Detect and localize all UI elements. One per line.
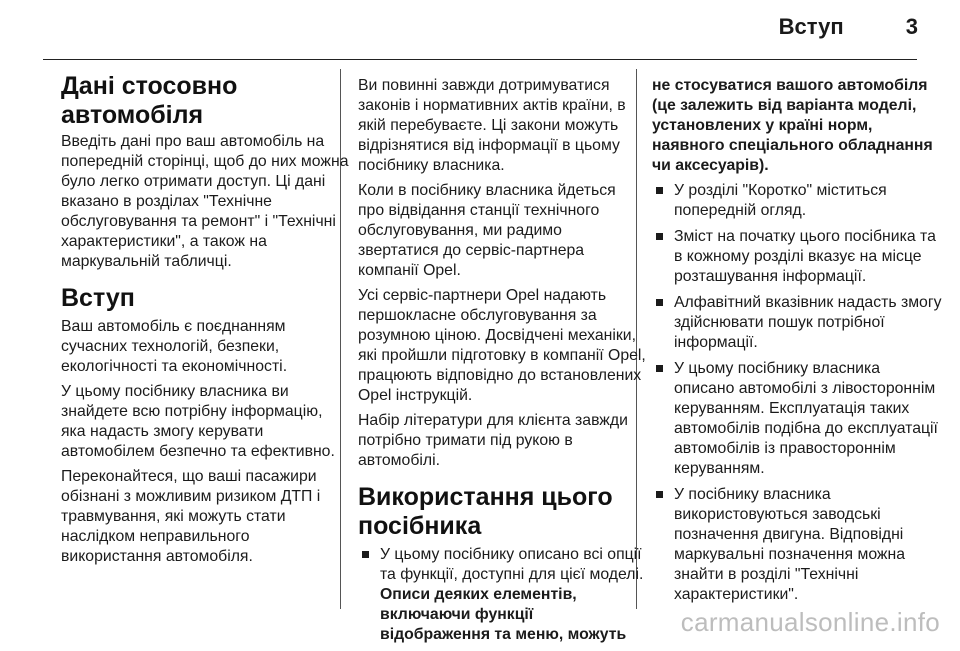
column-right bbox=[652, 76, 944, 611]
watermark: carmanualsonline.info bbox=[680, 607, 940, 637]
section-title: Вступ bbox=[778, 14, 844, 39]
list-item-text: У цьому посібнику описано всі опції та функції, доступні для цієї моделі. bbox=[380, 546, 644, 583]
bullet-square-icon bbox=[362, 551, 369, 558]
header-rule bbox=[43, 59, 917, 60]
list-item-text: У посібнику власника використовуються заводські позначення двигуна. Відповідні маркувальні позначення можна знайти в розділі "Технічні характеристики". bbox=[674, 486, 906, 603]
list-item-text: Зміст на початку цього посібника та в кожному розділі вказує на місце розташування інформації. bbox=[674, 228, 936, 285]
page-number: 3 bbox=[905, 14, 918, 39]
list-item bbox=[652, 485, 944, 605]
list-item-text: У цьому посібнику власника описано автомобілі з лівостороннім керуванням. Експлуатація таких автомобілів подібна до експлуатації автомобілів із правостороннім керуванням. bbox=[674, 360, 938, 477]
list-item-text: Алфавітний вказівник надасть змогу здійснювати пошук потрібної інформації. bbox=[674, 294, 942, 351]
list-item bbox=[652, 181, 944, 221]
paragraph: Ви повинні завжди дотримуватися законів і нормативних актів країни, в якій перебуваєте. Ці закони можуть відрізнятися від інформації в цьому посібнику власника. bbox=[358, 77, 626, 174]
bullet-square-icon bbox=[656, 233, 663, 240]
heading-introduction: Вступ bbox=[61, 284, 135, 312]
paragraph: Ваш автомобіль є поєднанням сучасних технологій, безпеки, екологічності та економічності. bbox=[61, 318, 288, 375]
bullet-square-icon bbox=[656, 299, 663, 306]
bullet-list bbox=[358, 545, 646, 645]
list-item bbox=[652, 359, 944, 479]
page-header bbox=[779, 14, 918, 40]
bullet-square-icon bbox=[656, 491, 663, 498]
paragraph: Усі сервіс-партнери Opel надають першокласне обслуговування за розумною ціною. Досвідчені механіки, які пройшли підготовку в компанії Opel, працюють відповідно до встановлених Opel інструкцій. bbox=[358, 287, 646, 404]
paragraph: Переконайтеся, що ваші пасажири обізнані з можливим ризиком ДТП і травмування, які можуть стати наслідком неправильного використання автомобіля. bbox=[61, 468, 321, 565]
heading-using-manual: Використання цього посібника bbox=[358, 483, 613, 540]
paragraph: Набір літератури для клієнта завжди потрібно тримати під рукою в автомобілі. bbox=[358, 412, 628, 469]
list-item-text: У розділі "Коротко" міститься попередній огляд. bbox=[674, 182, 887, 219]
heading-vehicle-data: Дані стосовно автомобіля bbox=[61, 72, 238, 129]
list-item bbox=[652, 227, 944, 287]
paragraph: Коли в посібнику власника йдеться про відвідання станції технічного обслуговування, ми радимо звертатися до сервіс-партнера компанії Opel. bbox=[358, 182, 616, 279]
column-middle bbox=[358, 76, 646, 651]
continued-bold-text: не стосуватися вашого автомобіля (це залежить від варіанта моделі, установлених у країні норм, наявного спеціального обладнання чи аксесуарів). bbox=[652, 77, 933, 174]
paragraph: Введіть дані про ваш автомобіль на попередній сторінці, щоб до них можна було легко отримати доступ. Ці дані вказано в розділах "Технічне обслуговування та ремонт" і "Технічні характеристики", а також на маркувальній табличці. bbox=[61, 133, 349, 270]
bullet-list bbox=[652, 181, 944, 605]
list-item bbox=[358, 545, 646, 645]
bullet-square-icon bbox=[656, 187, 663, 194]
column-left bbox=[61, 72, 349, 572]
paragraph: У цьому посібнику власника ви знайдете всю потрібну інформацію, яка надасть змогу керувати автомобілем безпечно та ефективно. bbox=[61, 383, 335, 460]
list-item bbox=[652, 293, 944, 353]
list-item-bold-text: Описи деяких елементів, включаючи функції відображення та меню, можуть bbox=[380, 586, 627, 643]
bullet-square-icon bbox=[656, 365, 663, 372]
